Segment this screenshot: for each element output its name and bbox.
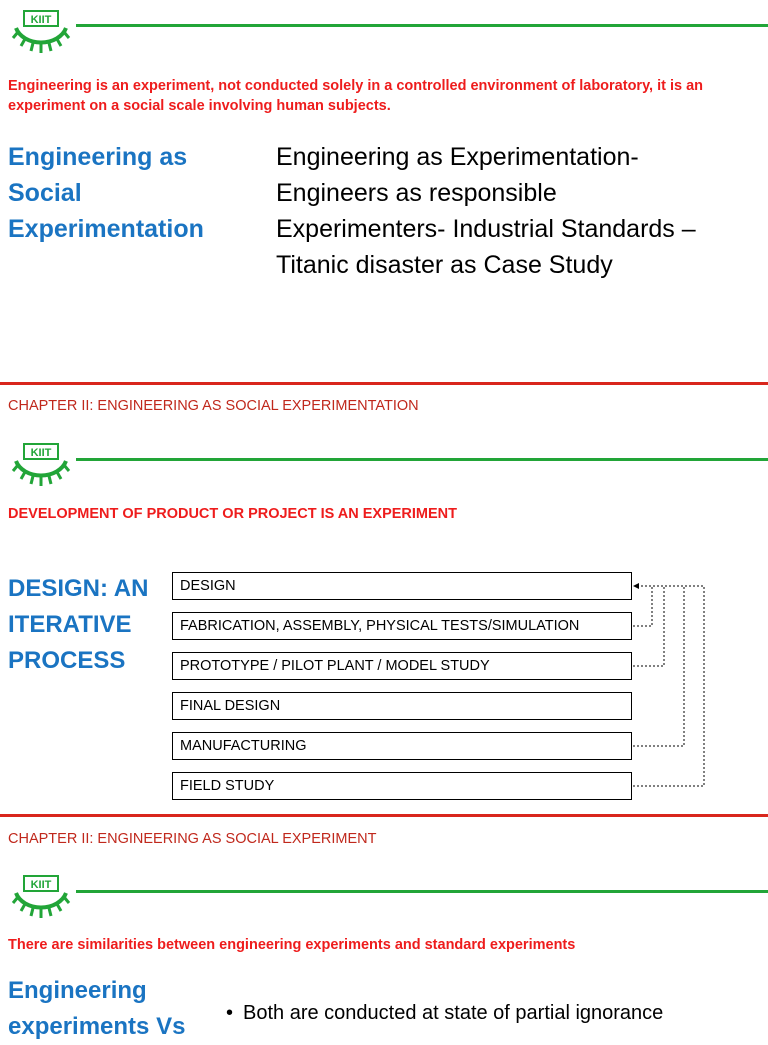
header-divider <box>76 24 768 27</box>
logo-text: KIIT <box>30 14 52 26</box>
feedback-arrowhead-icon <box>633 583 639 589</box>
title-line: Engineering as <box>8 143 188 171</box>
feedback-connectors <box>630 576 714 796</box>
topics-text <box>276 139 696 283</box>
chapter-footer: CHAPTER II: ENGINEERING AS SOCIAL EXPERIMENT <box>8 831 377 847</box>
intro-text: Engineering is an experiment, not conducted solely in a controlled environment of laboratory, it is an experiment on a social scale involving human subjects. <box>8 78 704 114</box>
process-step-design: DESIGN <box>172 572 632 600</box>
section-heading: DEVELOPMENT OF PRODUCT OR PROJECT IS AN EXPERIMENT <box>8 506 458 522</box>
header-divider <box>76 458 768 461</box>
kiit-logo-icon <box>10 441 74 487</box>
topics-line: Engineers as responsible <box>276 179 557 207</box>
feedback-line-fabrication <box>633 586 652 626</box>
topics-line: Engineering as Experimentation- <box>276 143 639 171</box>
header-divider <box>76 890 768 893</box>
slide-1 <box>0 0 768 384</box>
process-step-prototype: PROTOTYPE / PILOT PLANT / MODEL STUDY <box>172 652 632 680</box>
bullet-item <box>226 1002 663 1025</box>
process-step-manufacturing: MANUFACTURING <box>172 732 632 760</box>
bullet-text: Both are conducted at state of partial ignorance <box>243 1002 664 1024</box>
kiit-logo-icon <box>10 873 74 919</box>
title-line: DESIGN: AN <box>8 575 149 602</box>
chapter-footer: CHAPTER II: ENGINEERING AS SOCIAL EXPERIMENTATION <box>8 398 419 414</box>
slide-divider <box>0 814 768 817</box>
topics-line: Titanic disaster as Case Study <box>276 251 613 279</box>
title-line: Experimentation <box>8 215 204 243</box>
logo-text: KIIT <box>30 879 52 891</box>
process-step-fabrication: FABRICATION, ASSEMBLY, PHYSICAL TESTS/SIMULATION <box>172 612 632 640</box>
logo-text: KIIT <box>30 447 52 459</box>
slide-title <box>8 973 185 1045</box>
kiit-logo-icon <box>10 8 74 54</box>
section-heading: There are similarities between engineering experiments and standard experiments <box>8 937 576 953</box>
topics-line: Experimenters- Industrial Standards – <box>276 215 696 243</box>
process-step-field-study: FIELD STUDY <box>172 772 632 800</box>
title-line: PROCESS <box>8 647 126 674</box>
feedback-line-field-study <box>633 586 704 786</box>
title-line: Engineering <box>8 977 147 1004</box>
title-line: ITERATIVE <box>8 611 132 638</box>
slide-title <box>8 139 204 247</box>
process-step-final-design: FINAL DESIGN <box>172 692 632 720</box>
title-line: Social <box>8 179 82 207</box>
bullet-icon: • <box>226 1002 234 1024</box>
slide-divider <box>0 382 768 385</box>
title-line: experiments Vs <box>8 1013 186 1040</box>
slide-title <box>8 571 148 679</box>
